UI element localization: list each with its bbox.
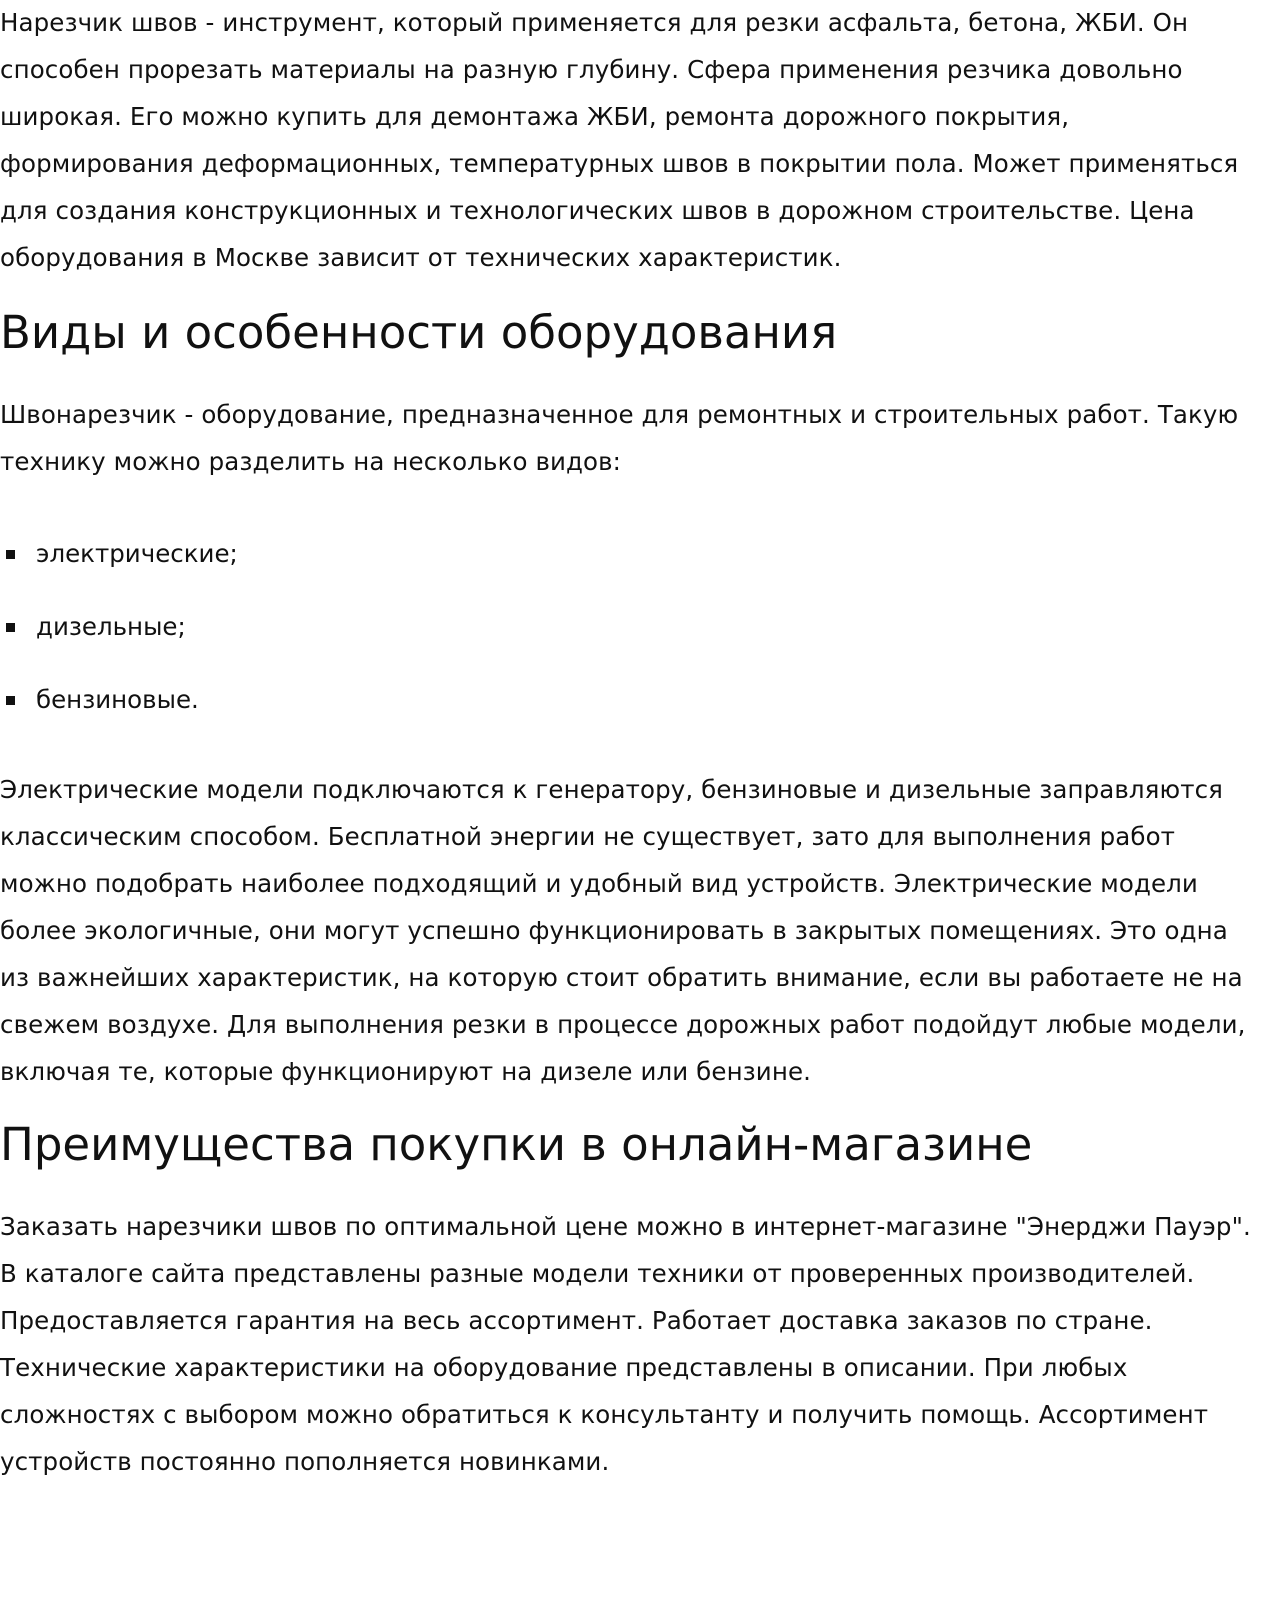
list-item — [0, 603, 1262, 650]
list-item-label: бензиновые. — [36, 685, 199, 714]
intro-paragraph: Нарезчик швов - инструмент, который применяется для резки асфальта, бетона, ЖБИ. Он способен прорезать материалы на разную глубину. Сфера применения резчика довольно широкая. Его можно купить для демонтажа ЖБИ, ремонта дорожного покрытия, формирования деформационных, температурных швов в покрытии пола. Может применяться для создания конструкционных и технологических швов в дорожном строительстве. Цена оборудования в Москве зависит от технических характеристик. — [0, 8, 1239, 272]
square-bullet-icon — [6, 696, 15, 705]
list-item — [0, 676, 1262, 723]
list-item-label: дизельные; — [36, 612, 186, 641]
electric-models-paragraph: Электрические модели подключаются к генератору, бензиновые и дизельные заправляются классическим способом. Бесплатной энергии не существует, зато для выполнения работ можно подобрать наиболее подходящий и удобный вид устройств. Электрические модели более экологичные, они могут успешно функционировать в закрытых помещениях. Это одна из важнейших характеристик, на которую стоит обратить внимание, если вы работаете не на свежем воздухе. Для выполнения резки в процессе дорожных работ подойдут любые модели, включая те, которые функционируют на дизеле или бензине. — [0, 775, 1246, 1086]
section-heading-types: Виды и особенности оборудования — [0, 306, 838, 359]
types-list — [0, 530, 1262, 723]
types-intro-paragraph: Швонарезчик - оборудование, предназначенное для ремонтных и строительных работ. Такую технику можно разделить на несколько видов: — [0, 400, 1239, 476]
advantages-paragraph: Заказать нарезчики швов по оптимальной цене можно в интернет-магазине "Энерджи Пауэр". В каталоге сайта представлены разные модели техники от проверенных производителей. Предоставляется гарантия на весь ассортимент. Работает доставка заказов по стране. Технические характеристики на оборудование представлены в описании. При любых сложностях с выбором можно обратиться к консультанту и получить помощь. Ассортимент устройств постоянно пополняется новинками. — [0, 1212, 1251, 1476]
list-item — [0, 530, 1262, 577]
square-bullet-icon — [6, 623, 15, 632]
list-item-label: электрические; — [36, 539, 238, 568]
square-bullet-icon — [6, 550, 15, 559]
section-heading-advantages: Преимущества покупки в онлайн-магазине — [0, 1118, 1033, 1171]
